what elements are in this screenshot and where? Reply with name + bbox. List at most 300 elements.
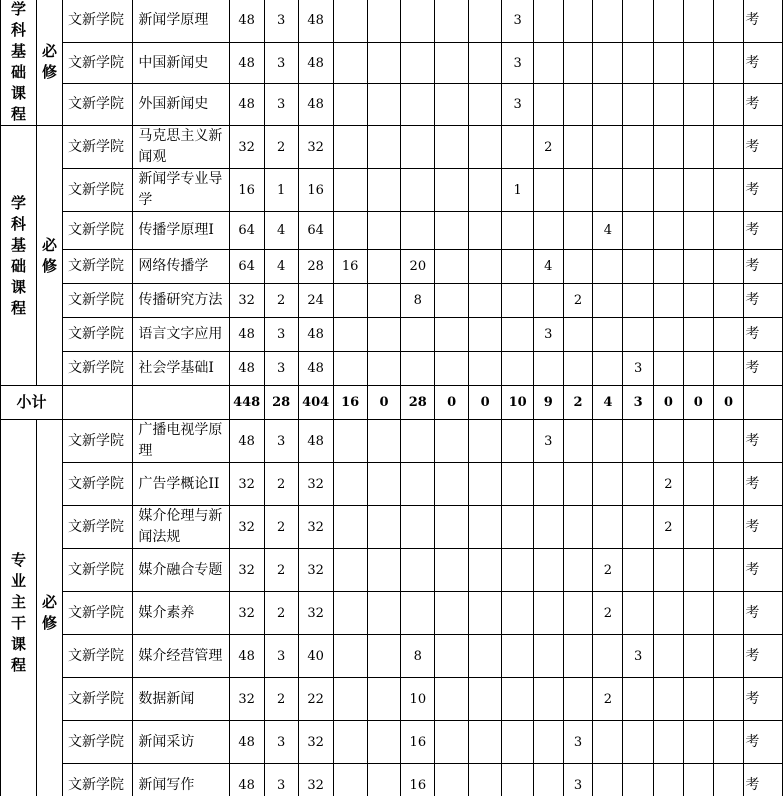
value-cell	[435, 549, 469, 592]
course-name-cell: 马克思主义新闻观	[133, 126, 229, 169]
value-cell	[468, 549, 502, 592]
value-cell	[683, 463, 713, 506]
subtotal-value-cell: 16	[333, 386, 367, 420]
dept-cell: 文新学院	[62, 250, 132, 284]
value-cell: 2	[593, 549, 623, 592]
value-cell	[683, 0, 713, 42]
empty-cell	[62, 386, 132, 420]
dept-cell: 文新学院	[62, 169, 132, 212]
value-cell	[333, 169, 367, 212]
value-cell	[367, 721, 401, 764]
table-row	[1, 318, 783, 352]
value-cell	[683, 318, 713, 352]
value-cell	[683, 721, 713, 764]
value-cell	[533, 169, 563, 212]
value-cell	[654, 250, 684, 284]
value-cell: 16	[333, 250, 367, 284]
dept-cell: 文新学院	[62, 126, 132, 169]
subtotal-label: 小计	[1, 386, 63, 420]
value-cell: 32	[229, 592, 264, 635]
value-cell	[435, 635, 469, 678]
value-cell	[367, 678, 401, 721]
dept-cell: 文新学院	[62, 420, 132, 463]
value-cell	[468, 420, 502, 463]
empty-cell	[744, 386, 783, 420]
value-cell	[468, 42, 502, 84]
value-cell	[713, 506, 744, 549]
course-type-cell: 必修	[37, 420, 63, 796]
value-cell	[468, 169, 502, 212]
value-cell: 32	[298, 721, 333, 764]
value-cell	[502, 212, 533, 250]
value-cell: 48	[229, 635, 264, 678]
value-cell	[367, 318, 401, 352]
value-cell	[654, 678, 684, 721]
value-cell	[367, 84, 401, 126]
value-cell: 3	[264, 84, 298, 126]
value-cell	[654, 0, 684, 42]
value-cell	[623, 250, 654, 284]
value-cell	[435, 126, 469, 169]
value-cell	[367, 549, 401, 592]
value-cell	[593, 463, 623, 506]
value-cell	[683, 678, 713, 721]
value-cell: 40	[298, 635, 333, 678]
value-cell: 48	[229, 420, 264, 463]
value-cell	[367, 764, 401, 796]
table-row	[1, 250, 783, 284]
value-cell	[563, 250, 593, 284]
dept-cell: 文新学院	[62, 549, 132, 592]
table-row	[1, 212, 783, 250]
value-cell: 3	[623, 635, 654, 678]
value-cell	[683, 169, 713, 212]
subtotal-value-cell: 0	[367, 386, 401, 420]
value-cell	[435, 764, 469, 796]
value-cell: 24	[298, 284, 333, 318]
table-row	[1, 84, 783, 126]
value-cell: 32	[298, 506, 333, 549]
value-cell	[435, 506, 469, 549]
exam-type-cell: 考	[744, 506, 783, 549]
value-cell	[468, 678, 502, 721]
value-cell	[683, 250, 713, 284]
value-cell	[623, 284, 654, 318]
value-cell	[593, 42, 623, 84]
value-cell	[502, 721, 533, 764]
value-cell	[533, 506, 563, 549]
value-cell	[623, 420, 654, 463]
value-cell	[468, 84, 502, 126]
value-cell	[401, 212, 435, 250]
value-cell	[401, 506, 435, 549]
value-cell: 3	[264, 42, 298, 84]
value-cell: 32	[229, 463, 264, 506]
value-cell	[654, 284, 684, 318]
value-cell	[435, 0, 469, 42]
value-cell: 2	[563, 284, 593, 318]
course-name-cell: 传播研究方法	[133, 284, 229, 318]
value-cell: 64	[229, 212, 264, 250]
value-cell	[563, 169, 593, 212]
value-cell	[683, 549, 713, 592]
value-cell	[654, 592, 684, 635]
value-cell	[563, 318, 593, 352]
subtotal-value-cell: 0	[468, 386, 502, 420]
subtotal-value-cell: 0	[713, 386, 744, 420]
value-cell	[367, 212, 401, 250]
value-cell	[502, 463, 533, 506]
value-cell	[435, 678, 469, 721]
value-cell: 4	[264, 212, 298, 250]
value-cell	[468, 635, 502, 678]
value-cell: 4	[264, 250, 298, 284]
value-cell	[623, 678, 654, 721]
value-cell	[333, 0, 367, 42]
value-cell: 2	[654, 506, 684, 549]
value-cell: 48	[298, 352, 333, 386]
value-cell	[713, 678, 744, 721]
value-cell: 3	[264, 721, 298, 764]
value-cell	[533, 0, 563, 42]
value-cell	[593, 318, 623, 352]
dept-cell: 文新学院	[62, 506, 132, 549]
subtotal-value-cell: 0	[683, 386, 713, 420]
value-cell	[333, 420, 367, 463]
value-cell: 2	[264, 549, 298, 592]
dept-cell: 文新学院	[62, 635, 132, 678]
value-cell	[502, 250, 533, 284]
exam-type-cell: 考	[744, 169, 783, 212]
value-cell	[683, 42, 713, 84]
value-cell	[401, 352, 435, 386]
value-cell	[593, 721, 623, 764]
value-cell: 32	[298, 592, 333, 635]
value-cell	[401, 592, 435, 635]
value-cell	[435, 169, 469, 212]
value-cell	[367, 506, 401, 549]
value-cell	[563, 463, 593, 506]
value-cell: 48	[229, 352, 264, 386]
value-cell	[333, 212, 367, 250]
value-cell	[401, 463, 435, 506]
value-cell: 32	[229, 506, 264, 549]
value-cell: 2	[264, 126, 298, 169]
exam-type-cell: 考	[744, 592, 783, 635]
course-name-cell: 新闻采访	[133, 721, 229, 764]
value-cell	[333, 721, 367, 764]
value-cell: 48	[298, 420, 333, 463]
value-cell	[435, 212, 469, 250]
value-cell	[654, 318, 684, 352]
value-cell	[713, 250, 744, 284]
value-cell	[683, 592, 713, 635]
value-cell	[654, 212, 684, 250]
value-cell	[563, 549, 593, 592]
value-cell	[683, 764, 713, 796]
value-cell: 1	[502, 169, 533, 212]
value-cell	[713, 463, 744, 506]
course-name-cell: 传播学原理I	[133, 212, 229, 250]
value-cell: 2	[264, 284, 298, 318]
subtotal-value-cell: 9	[533, 386, 563, 420]
value-cell	[593, 764, 623, 796]
value-cell	[435, 84, 469, 126]
value-cell	[401, 549, 435, 592]
value-cell: 3	[502, 84, 533, 126]
value-cell	[435, 352, 469, 386]
value-cell	[502, 764, 533, 796]
course-name-cell: 社会学基础I	[133, 352, 229, 386]
value-cell	[593, 84, 623, 126]
value-cell	[623, 126, 654, 169]
value-cell	[713, 284, 744, 318]
value-cell	[533, 212, 563, 250]
value-cell	[367, 0, 401, 42]
value-cell	[713, 169, 744, 212]
table-row	[1, 42, 783, 84]
value-cell	[333, 126, 367, 169]
value-cell	[713, 0, 744, 42]
value-cell: 64	[298, 212, 333, 250]
value-cell	[333, 506, 367, 549]
exam-type-cell: 考	[744, 84, 783, 126]
value-cell: 2	[264, 506, 298, 549]
value-cell	[367, 352, 401, 386]
subtotal-value-cell: 0	[654, 386, 684, 420]
course-name-cell: 媒介经营管理	[133, 635, 229, 678]
value-cell: 32	[229, 549, 264, 592]
dept-cell: 文新学院	[62, 284, 132, 318]
value-cell	[683, 635, 713, 678]
subtotal-value-cell: 3	[623, 386, 654, 420]
value-cell	[563, 84, 593, 126]
dept-cell: 文新学院	[62, 592, 132, 635]
value-cell	[593, 169, 623, 212]
value-cell: 3	[502, 0, 533, 42]
value-cell	[623, 721, 654, 764]
value-cell	[623, 506, 654, 549]
value-cell	[563, 42, 593, 84]
course-name-cell: 媒介融合专题	[133, 549, 229, 592]
dept-cell: 文新学院	[62, 84, 132, 126]
exam-type-cell: 考	[744, 549, 783, 592]
exam-type-cell: 考	[744, 42, 783, 84]
value-cell	[533, 284, 563, 318]
value-cell: 48	[229, 721, 264, 764]
category-cell: 学科基础课程	[1, 126, 37, 386]
value-cell	[593, 284, 623, 318]
value-cell: 3	[533, 420, 563, 463]
value-cell	[533, 463, 563, 506]
value-cell: 4	[593, 212, 623, 250]
value-cell: 48	[229, 42, 264, 84]
value-cell	[654, 420, 684, 463]
value-cell	[533, 592, 563, 635]
value-cell	[563, 678, 593, 721]
value-cell	[367, 284, 401, 318]
value-cell	[333, 284, 367, 318]
value-cell: 8	[401, 284, 435, 318]
value-cell	[563, 635, 593, 678]
dept-cell: 文新学院	[62, 463, 132, 506]
value-cell	[502, 318, 533, 352]
value-cell: 1	[264, 169, 298, 212]
value-cell: 28	[298, 250, 333, 284]
value-cell	[654, 84, 684, 126]
value-cell	[713, 84, 744, 126]
value-cell: 10	[401, 678, 435, 721]
value-cell: 16	[401, 721, 435, 764]
value-cell	[654, 764, 684, 796]
table-row	[1, 678, 783, 721]
value-cell: 48	[229, 764, 264, 796]
value-cell	[367, 635, 401, 678]
value-cell	[468, 764, 502, 796]
value-cell	[502, 592, 533, 635]
exam-type-cell: 考	[744, 420, 783, 463]
value-cell	[367, 463, 401, 506]
value-cell: 4	[533, 250, 563, 284]
value-cell: 16	[229, 169, 264, 212]
course-name-cell: 新闻学原理	[133, 0, 229, 42]
course-name-cell: 新闻学专业导学	[133, 169, 229, 212]
value-cell: 3	[264, 635, 298, 678]
value-cell	[593, 420, 623, 463]
value-cell	[593, 126, 623, 169]
value-cell	[683, 352, 713, 386]
value-cell	[623, 169, 654, 212]
value-cell	[333, 678, 367, 721]
value-cell	[623, 42, 654, 84]
value-cell: 32	[229, 678, 264, 721]
value-cell: 2	[533, 126, 563, 169]
value-cell: 32	[298, 764, 333, 796]
course-type-cell: 必修	[37, 126, 63, 386]
exam-type-cell: 考	[744, 635, 783, 678]
table-row	[1, 549, 783, 592]
table-row	[1, 506, 783, 549]
value-cell	[623, 592, 654, 635]
value-cell: 48	[298, 42, 333, 84]
value-cell	[502, 506, 533, 549]
value-cell	[654, 42, 684, 84]
value-cell	[333, 764, 367, 796]
value-cell: 16	[298, 169, 333, 212]
value-cell	[533, 678, 563, 721]
category-cell: 专业主干课程	[1, 420, 37, 796]
table-row	[1, 126, 783, 169]
value-cell	[502, 635, 533, 678]
value-cell	[367, 126, 401, 169]
dept-cell: 文新学院	[62, 352, 132, 386]
course-name-cell: 数据新闻	[133, 678, 229, 721]
value-cell: 48	[229, 318, 264, 352]
value-cell	[533, 635, 563, 678]
value-cell: 32	[298, 549, 333, 592]
value-cell	[435, 463, 469, 506]
value-cell: 3	[623, 352, 654, 386]
value-cell	[502, 678, 533, 721]
value-cell	[333, 318, 367, 352]
value-cell	[623, 549, 654, 592]
value-cell	[468, 126, 502, 169]
value-cell	[654, 721, 684, 764]
value-cell: 48	[298, 318, 333, 352]
value-cell	[533, 721, 563, 764]
exam-type-cell: 考	[744, 678, 783, 721]
dept-cell: 文新学院	[62, 764, 132, 796]
value-cell	[333, 42, 367, 84]
value-cell	[367, 42, 401, 84]
value-cell	[401, 84, 435, 126]
exam-type-cell: 考	[744, 284, 783, 318]
table-row	[1, 352, 783, 386]
value-cell	[401, 318, 435, 352]
value-cell	[683, 506, 713, 549]
value-cell: 3	[264, 764, 298, 796]
value-cell	[435, 318, 469, 352]
course-name-cell: 中国新闻史	[133, 42, 229, 84]
table-row	[1, 592, 783, 635]
course-name-cell: 语言文字应用	[133, 318, 229, 352]
exam-type-cell: 考	[744, 463, 783, 506]
value-cell	[593, 352, 623, 386]
value-cell: 2	[264, 592, 298, 635]
value-cell	[435, 592, 469, 635]
table-row	[1, 169, 783, 212]
exam-type-cell: 考	[744, 212, 783, 250]
value-cell: 3	[264, 352, 298, 386]
value-cell	[333, 592, 367, 635]
empty-cell	[133, 386, 229, 420]
value-cell	[333, 635, 367, 678]
value-cell	[435, 420, 469, 463]
value-cell: 32	[298, 463, 333, 506]
value-cell	[468, 721, 502, 764]
value-cell	[468, 0, 502, 42]
value-cell: 3	[264, 318, 298, 352]
course-name-cell: 外国新闻史	[133, 84, 229, 126]
value-cell	[623, 463, 654, 506]
value-cell	[533, 42, 563, 84]
value-cell: 2	[654, 463, 684, 506]
value-cell: 48	[298, 0, 333, 42]
value-cell	[468, 318, 502, 352]
value-cell	[468, 506, 502, 549]
value-cell	[654, 126, 684, 169]
value-cell: 2	[264, 678, 298, 721]
exam-type-cell: 考	[744, 352, 783, 386]
exam-type-cell: 考	[744, 721, 783, 764]
dept-cell: 文新学院	[62, 42, 132, 84]
value-cell	[401, 420, 435, 463]
value-cell	[468, 592, 502, 635]
value-cell: 32	[229, 284, 264, 318]
value-cell	[623, 0, 654, 42]
value-cell	[654, 635, 684, 678]
value-cell: 2	[264, 463, 298, 506]
value-cell	[401, 169, 435, 212]
value-cell: 3	[264, 0, 298, 42]
value-cell	[713, 318, 744, 352]
course-type-cell: 必修	[37, 0, 63, 126]
value-cell	[367, 592, 401, 635]
value-cell	[593, 250, 623, 284]
value-cell	[713, 126, 744, 169]
subtotal-value-cell: 0	[435, 386, 469, 420]
value-cell	[683, 420, 713, 463]
